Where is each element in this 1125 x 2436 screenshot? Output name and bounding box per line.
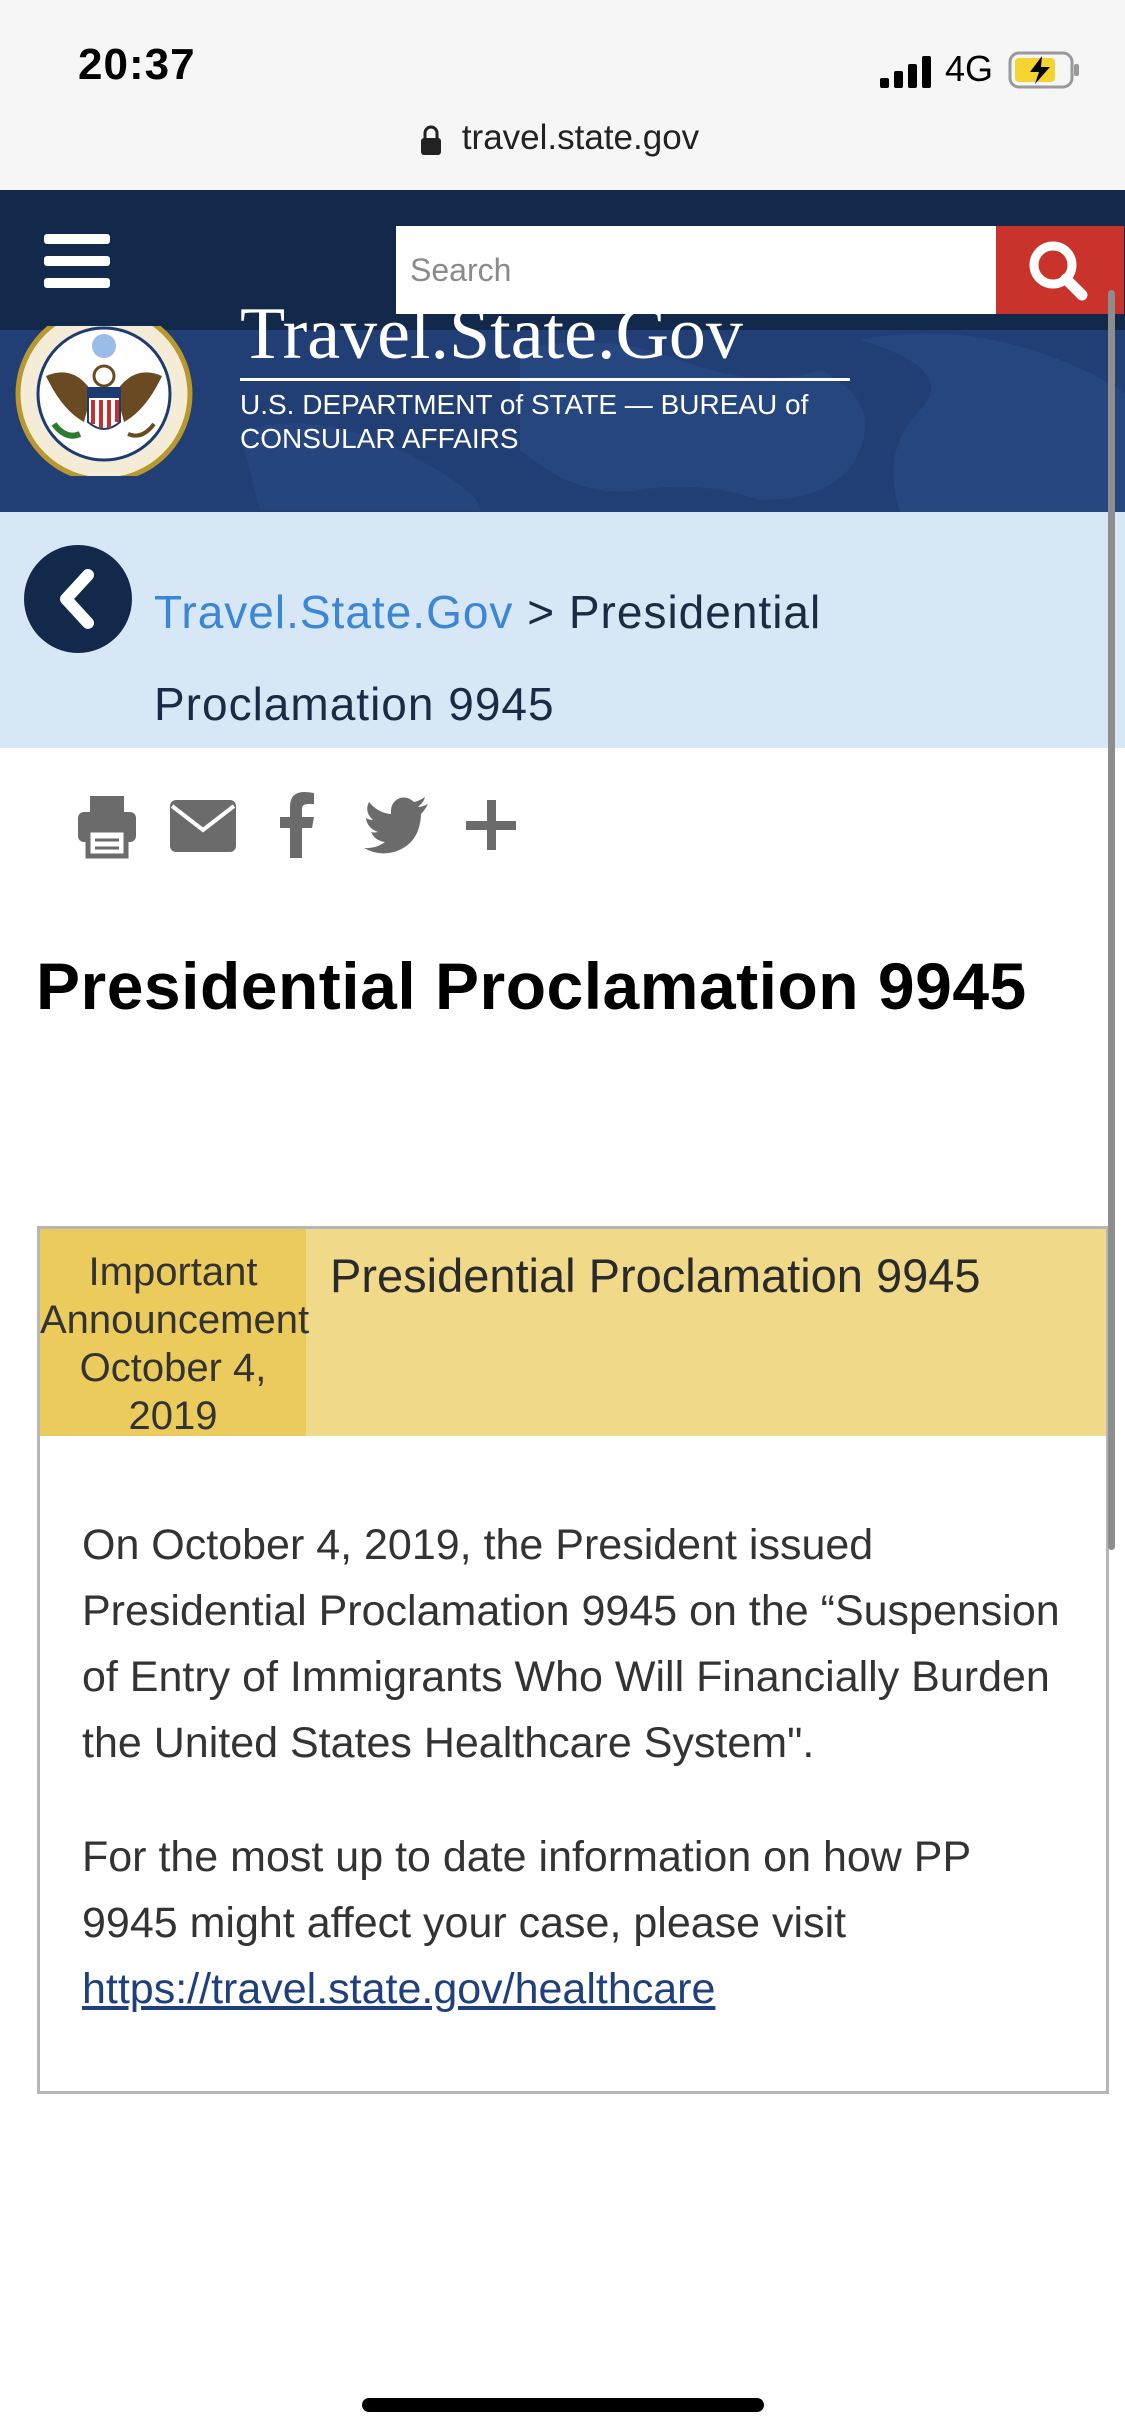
announcement-paragraph: On October 4, 2019, the President issued Presidential Proclamation 9945 on the “Suspension of Entry of Immigrants Who Will Financially Burden the United States Healthcare System". [82, 1521, 1060, 1767]
plus-icon[interactable] [456, 790, 526, 860]
hamburger-menu-icon[interactable] [44, 232, 110, 290]
battery-icon [1008, 50, 1082, 90]
search-button[interactable] [996, 226, 1124, 314]
print-icon[interactable] [72, 790, 142, 860]
breadcrumb [154, 566, 1054, 750]
url-text: travel.state.gov [461, 118, 700, 157]
department-subtitle: U.S. DEPARTMENT of STATE — BUREAU of CONSULAR AFFAIRS [240, 389, 809, 454]
title-divider [240, 378, 850, 381]
state-department-seal[interactable] [14, 326, 194, 476]
scrollbar[interactable] [1108, 290, 1115, 1550]
facebook-icon[interactable] [262, 790, 332, 860]
search-icon [996, 226, 1124, 314]
announcement-date: October 4, 2019 [79, 1346, 267, 1438]
breadcrumb-separator: > [527, 586, 556, 638]
healthcare-link[interactable]: https://travel.state.gov/healthcare [82, 1965, 716, 2013]
back-button[interactable] [24, 545, 132, 653]
address-bar[interactable] [0, 118, 1125, 158]
email-icon[interactable] [168, 790, 238, 860]
signal-icon [880, 56, 936, 88]
paragraph-text: For the most up to date information on how PP 9945 might affect your case, please visit [82, 1833, 971, 1947]
twitter-icon[interactable] [362, 790, 432, 860]
announcement-title: Presidential Proclamation 9945 [330, 1249, 981, 1302]
announcement-label-line: Announcement [40, 1298, 310, 1342]
chevron-left-icon [24, 545, 132, 653]
status-time: 20:37 [78, 40, 196, 89]
announcement-label-line: Important [88, 1250, 258, 1294]
network-type: 4G [945, 48, 994, 89]
announcement-paragraph [82, 1824, 1072, 2022]
breadcrumb-home-link[interactable]: Travel.State.Gov [154, 586, 514, 638]
home-indicator[interactable] [362, 2398, 764, 2412]
breadcrumb-current: Presidential Proclamation 9945 [154, 586, 822, 730]
announcement-label [40, 1248, 310, 1440]
status-bar [0, 0, 1125, 190]
page-title: Presidential Proclamation 9945 [36, 949, 1027, 1023]
site-title[interactable]: Travel.State.Gov [240, 293, 743, 375]
